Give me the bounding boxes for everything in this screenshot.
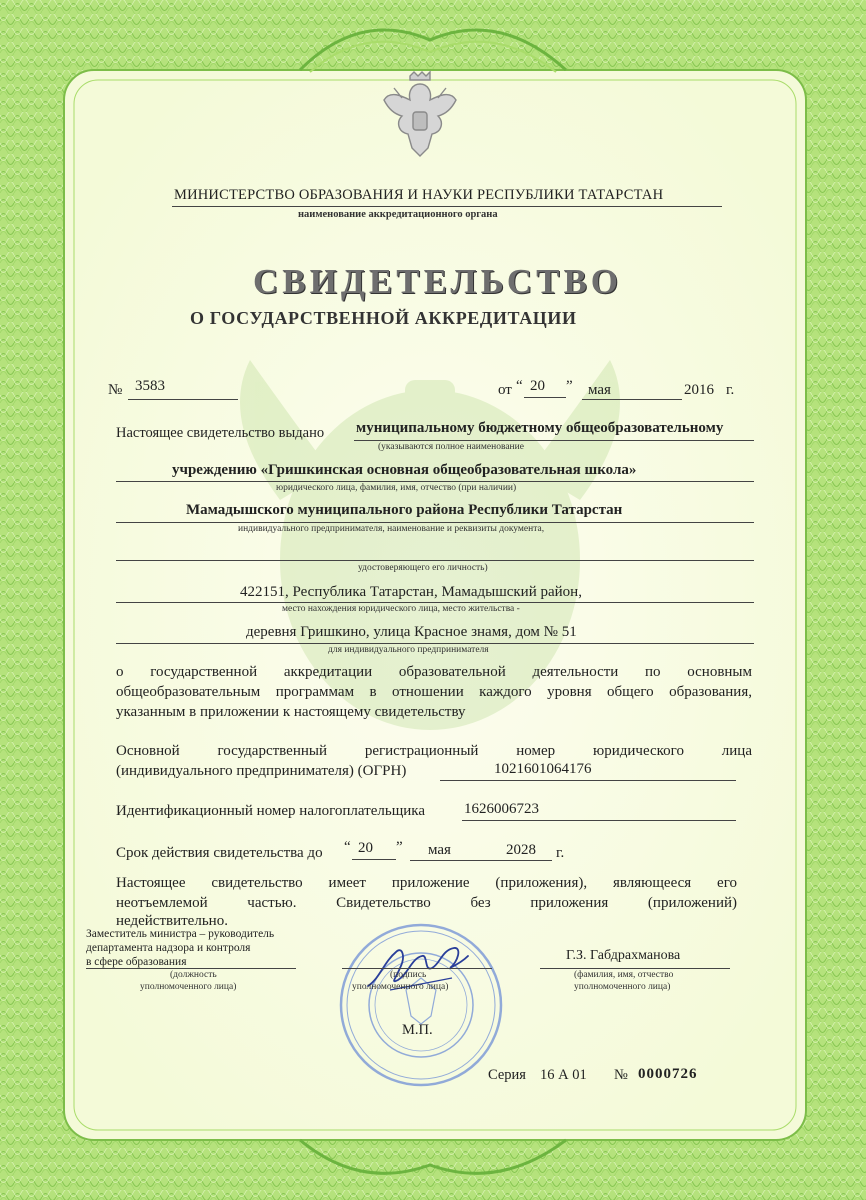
appendix-line-3: недействительно. bbox=[116, 913, 228, 929]
name-caption-1: (фамилия, имя, отчество bbox=[574, 970, 674, 980]
inn-value: 1626006723 bbox=[464, 801, 539, 817]
date-month-underline bbox=[582, 399, 682, 400]
ministry-name: МИНИСТЕРСТВО ОБРАЗОВАНИЯ И НАУКИ РЕСПУБЛИКИ ТАТАРСТАН bbox=[174, 187, 664, 203]
issued-caption-4: удостоверяющего его личность) bbox=[358, 563, 488, 573]
issued-underline-4 bbox=[116, 560, 754, 561]
validity-month: мая bbox=[428, 842, 451, 858]
series-no-label: № bbox=[614, 1067, 628, 1083]
ogrn-value: 1021601064176 bbox=[494, 761, 592, 777]
series-number: 0000726 bbox=[638, 1066, 698, 1082]
signature-caption-2: уполномоченного лица) bbox=[352, 982, 449, 992]
certificate-number: 3583 bbox=[135, 378, 165, 394]
address-caption-1: место нахождения юридического лица, место жительства - bbox=[282, 604, 520, 614]
date-open-quote: “ bbox=[516, 378, 523, 394]
signature-underline bbox=[342, 968, 492, 969]
signatory-position-3: в сфере образования bbox=[86, 956, 187, 968]
purpose-line-3: указанным в приложении к настоящему свидетельству bbox=[116, 704, 466, 720]
series-value: 16 А 01 bbox=[540, 1067, 587, 1083]
seal-place-label: М.П. bbox=[402, 1022, 433, 1038]
inn-underline bbox=[462, 820, 736, 821]
signatory-position-2: департамента надзора и контроля bbox=[86, 942, 251, 954]
date-from-label: от bbox=[498, 382, 512, 398]
address-caption-2: для индивидуального предпринимателя bbox=[328, 645, 489, 655]
purpose-line-1: о государственной аккредитации образовательной деятельности по основным bbox=[116, 664, 752, 680]
certificate-subtitle: О ГОСУДАРСТВЕННОЙ АККРЕДИТАЦИИ bbox=[190, 308, 577, 328]
ogrn-underline bbox=[440, 780, 736, 781]
validity-day: 20 bbox=[358, 840, 373, 856]
signatory-name: Г.З. Габдрахманова bbox=[566, 948, 681, 963]
date-day-underline bbox=[524, 397, 566, 398]
address-underline-2 bbox=[116, 643, 754, 644]
issued-caption-1: (указываются полное наименование bbox=[378, 442, 524, 452]
issued-underline-2 bbox=[116, 481, 754, 482]
purpose-line-2: общеобразовательным программам в отношении каждого уровня общего образования, bbox=[116, 684, 752, 700]
validity-close-quote: ” bbox=[396, 839, 403, 855]
ogrn-line-1: Основной государственный регистрационный номер юридического лица bbox=[116, 743, 752, 759]
issued-line-3: Мамадышского муниципального района Республики Татарстан bbox=[186, 502, 623, 518]
date-year: 2016 bbox=[684, 382, 714, 398]
validity-month-underline bbox=[410, 860, 506, 861]
issued-line-2: учреждению «Гришкинская основная общеобразовательная школа» bbox=[172, 462, 637, 478]
validity-year-suffix: г. bbox=[556, 845, 565, 861]
certificate-title: СВИДЕТЕЛЬСТВО bbox=[253, 262, 623, 301]
signature-caption-1: (подпись bbox=[390, 970, 427, 980]
series-label: Серия bbox=[488, 1067, 526, 1083]
number-label: № bbox=[108, 382, 123, 398]
issued-caption-3: индивидуального предпринимателя, наименование и реквизиты документа, bbox=[238, 524, 545, 534]
position-caption-1: (должность bbox=[170, 970, 217, 980]
address-line-2: деревня Гришкино, улица Красное знамя, дом № 51 bbox=[246, 624, 577, 640]
inn-label: Идентификационный номер налогоплательщика bbox=[116, 803, 426, 819]
number-underline bbox=[128, 399, 238, 400]
ministry-caption: наименование аккредитационного органа bbox=[298, 209, 498, 220]
name-underline bbox=[540, 968, 730, 969]
issued-label: Настоящее свидетельство выдано bbox=[116, 425, 325, 441]
issued-underline-3 bbox=[116, 522, 754, 523]
signatory-position-1: Заместитель министра – руководитель bbox=[86, 928, 275, 940]
appendix-line-2: неотъемлемой частью. Свидетельство без приложения (приложений) bbox=[116, 895, 737, 911]
ministry-underline bbox=[172, 206, 722, 207]
date-day: 20 bbox=[530, 378, 545, 394]
coat-of-arms-icon bbox=[380, 70, 460, 160]
date-close-quote: ” bbox=[566, 378, 573, 394]
issued-line-1: муниципальному бюджетному общеобразовательному bbox=[356, 420, 724, 436]
position-underline bbox=[86, 968, 296, 969]
validity-label: Срок действия свидетельства до bbox=[116, 845, 323, 861]
address-line-1: 422151, Республика Татарстан, Мамадышский район, bbox=[240, 584, 582, 600]
issued-caption-2: юридического лица, фамилия, имя, отчество (при наличии) bbox=[276, 483, 517, 493]
validity-year-underline bbox=[504, 860, 552, 861]
address-underline-1 bbox=[116, 602, 754, 603]
ogrn-label: (индивидуального предпринимателя) (ОГРН) bbox=[116, 763, 407, 779]
appendix-line-1: Настоящее свидетельство имеет приложение (приложения), являющееся его bbox=[116, 875, 737, 891]
validity-day-underline bbox=[352, 859, 396, 860]
issued-underline-1 bbox=[354, 440, 754, 441]
name-caption-2: уполномоченного лица) bbox=[574, 982, 671, 992]
date-month: мая bbox=[588, 382, 611, 398]
position-caption-2: уполномоченного лица) bbox=[140, 982, 237, 992]
date-year-suffix: г. bbox=[726, 382, 735, 398]
validity-open-quote: “ bbox=[344, 839, 351, 855]
validity-year: 2028 bbox=[506, 842, 536, 858]
